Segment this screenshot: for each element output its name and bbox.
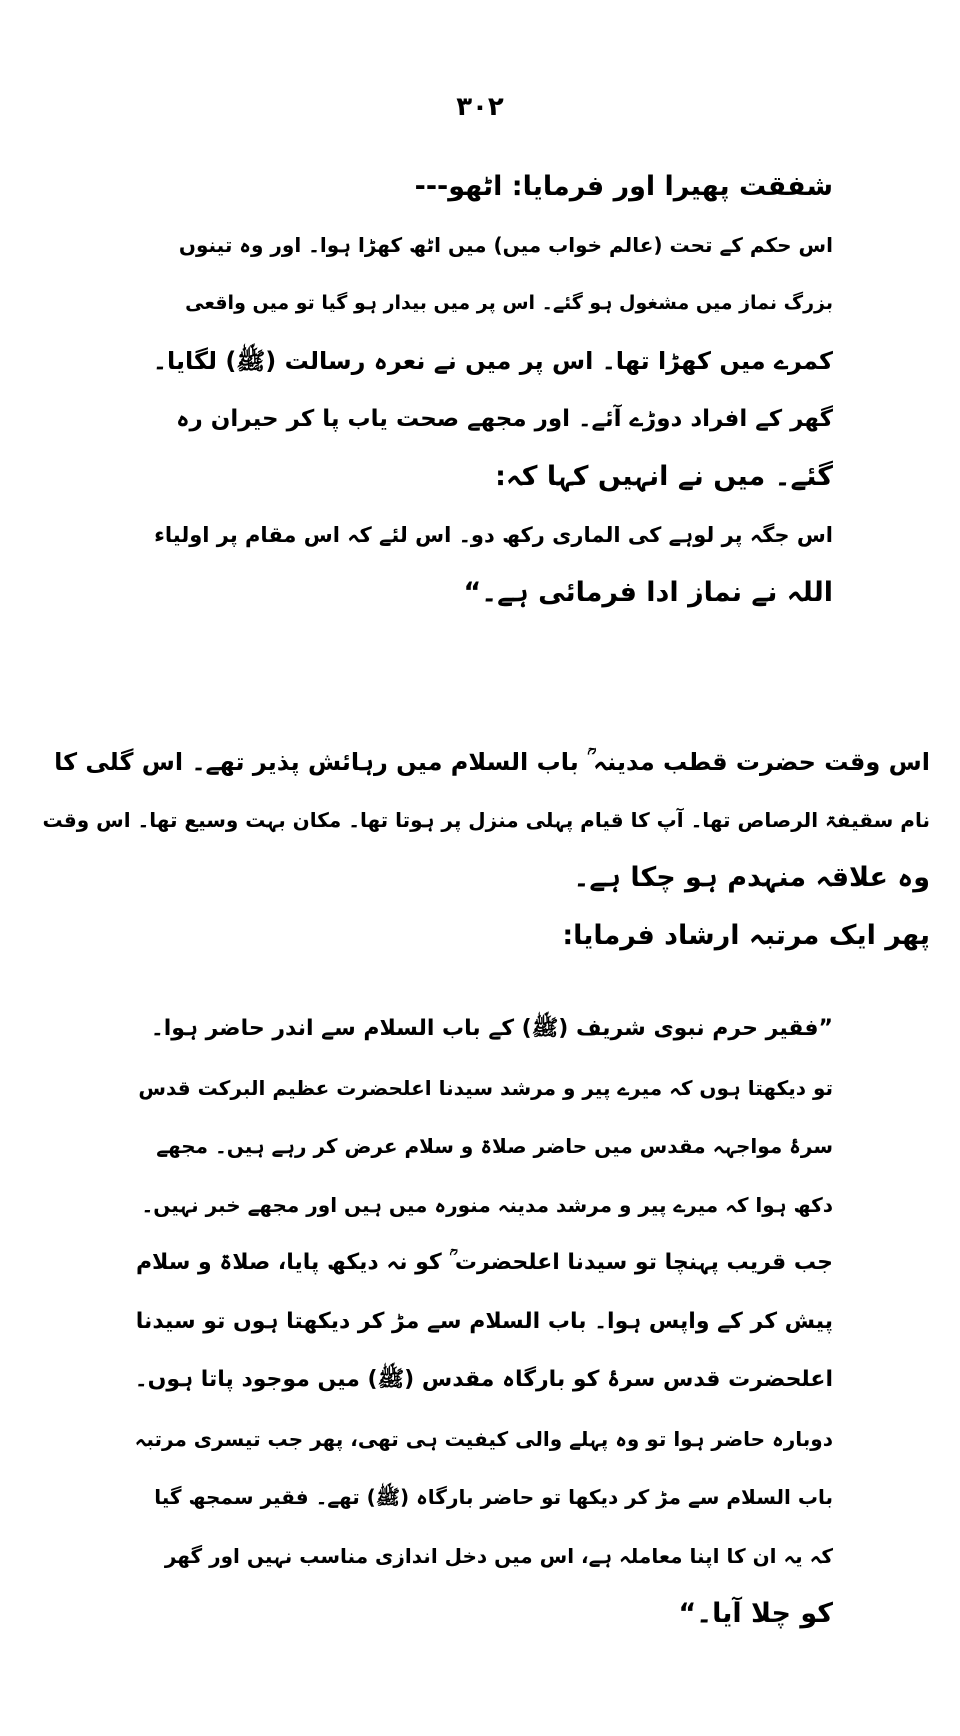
text-line: گئے۔ میں نے انہیں کہا کہ: <box>495 461 833 492</box>
quote-block-babussalam <box>133 1000 833 1644</box>
text-line: بزرگ نماز میں مشغول ہو گئے۔ اس پر میں بیدار ہو گیا تو میں واقعی <box>185 292 833 314</box>
text-line: اعلحضرت قدس سرۂ کو بارگاہ مقدس (ﷺ) میں موجود پاتا ہوں۔ <box>134 1367 833 1392</box>
text-line: پیش کر کے واپس ہوا۔ باب السلام سے مڑ کر دیکھتا ہوں تو سیدنا <box>135 1308 833 1334</box>
text-line: کو چلا آیا۔“ <box>678 1598 833 1629</box>
text-line: گھر کے افراد دوڑے آئے۔ اور مجھے صحت یاب پا کر حیران رہ <box>176 406 833 432</box>
text-line: کہ یہ ان کا اپنا معاملہ ہے، اس میں دخل اندازی مناسب نہیں اور گھر <box>164 1543 833 1568</box>
text-line: دوبارہ حاضر ہوا تو وہ پہلے والی کیفیت ہی تھی، پھر جب تیسری مرتبہ <box>134 1426 833 1451</box>
text-line: دکھ ہوا کہ میرے پیر و مرشد مدینہ منورہ میں ہیں اور مجھے خبر نہیں۔ <box>141 1192 833 1217</box>
text-line: اس حکم کے تحت (عالم خواب میں) میں اٹھ کھڑا ہوا۔ اور وہ تینوں <box>178 233 833 257</box>
text-line: جب قریب پہنچا تو سیدنا اعلحضرت ؒ کو نہ دیکھ پایا، صلاۃ و سلام <box>135 1250 833 1275</box>
text-line: اس جگہ پر لوہے کی الماری رکھ دو۔ اس لئے کہ اس مقام پر اولیاء <box>154 523 833 547</box>
narrative-paragraph <box>30 733 930 965</box>
text-line: وہ علاقہ منہدم ہو چکا ہے۔ <box>573 862 930 893</box>
text-line: باب السلام سے مڑ کر دیکھا تو حاضر بارگاہ (ﷺ) تھے۔ فقیر سمجھ گیا <box>154 1485 833 1509</box>
text-line: اس وقت حضرت قطب مدینہ ؒ باب السلام میں رہائش پذیر تھے۔ اس گلی کا <box>54 748 930 776</box>
quote-block-dream <box>153 158 833 622</box>
text-line: اللہ نے نماز ادا فرمائی ہے۔“ <box>463 577 833 608</box>
text-line: ”فقیر حرم نبوی شریف (ﷺ) کے باب السلام سے اندر حاضر ہوا۔ <box>150 1016 833 1041</box>
page-number: ۳۰۲ <box>456 92 504 122</box>
text-line: کمرے میں کھڑا تھا۔ اس پر میں نے نعرہ رسالت (ﷺ) لگایا۔ <box>152 347 833 375</box>
text-line: تو دیکھتا ہوں کہ میرے پیر و مرشد سیدنا اعلحضرت عظیم البرکت قدس <box>138 1075 833 1100</box>
text-line: سرۂ مواجہہ مقدس میں حاضر صلاۃ و سلام عرض کر رہے ہیں۔ مجھے <box>156 1134 833 1158</box>
text-line: نام سقیفۃ الرصاص تھا۔ آپ کا قیام پہلی منزل پر ہوتا تھا۔ مکان بہت وسیع تھا۔ اس وقت <box>42 808 930 832</box>
text-line: پھر ایک مرتبہ ارشاد فرمایا: <box>562 920 930 951</box>
text-line: شفقت پھیرا اور فرمایا: اٹھو--- <box>414 171 833 202</box>
